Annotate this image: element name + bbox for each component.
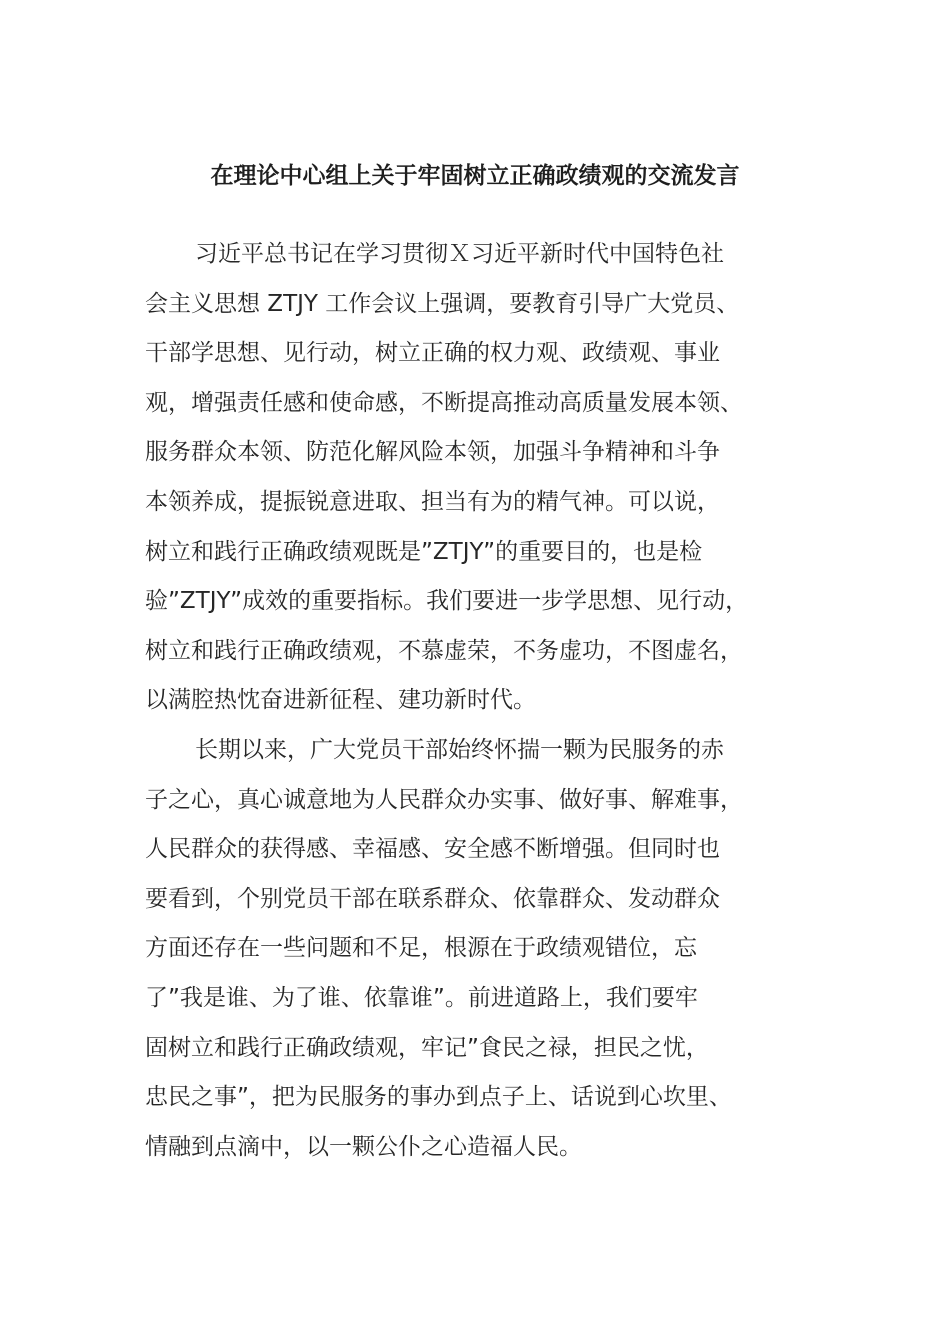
paragraph-line: 了”我是谁、为了谁、依靠谁”。前进道路上，我们要牢	[145, 984, 698, 1011]
paragraph-line: 方面还存在一些问题和不足，根源在于政绩观错位，忘	[145, 935, 697, 962]
paragraph-2	[145, 726, 835, 1172]
paragraph-line: 情融到点滴中，以一颗公仆之心造福人民。	[145, 1133, 582, 1160]
paragraph-line: 服务群众本领、防范化解风险本领，加强斗争精神和斗争	[145, 439, 720, 466]
document-title: 在理论中心组上关于牢固树立正确政绩观的交流发言	[210, 163, 740, 189]
document-body	[145, 230, 835, 1172]
paragraph-line: 忠民之事”，把为民服务的事办到点子上、话说到心坎里、	[145, 1084, 732, 1111]
paragraph-line: 要看到，个别党员干部在联系群众、依靠群众、发动群众	[145, 885, 720, 912]
paragraph-line: 干部学思想、见行动，树立正确的权力观、政绩观、事业	[145, 340, 720, 367]
paragraph-line: 固树立和践行正确政绩观，牢记”食民之禄，担民之忧，	[145, 1034, 709, 1061]
paragraph-line: 观，增强责任感和使命感，不断提高推动高质量发展本领、	[145, 389, 743, 416]
paragraph-line: 树立和践行正确政绩观，不慕虚荣，不务虚功，不图虚名，	[145, 637, 743, 664]
paragraph-line: 子之心，真心诚意地为人民群众办实事、做好事、解难事，	[145, 786, 743, 813]
paragraph-line: 以满腔热忱奋进新征程、建功新时代。	[145, 687, 536, 714]
paragraph-line: 树立和践行正确政绩观既是”ZTJY”的重要目的，也是检	[145, 538, 703, 565]
paragraph-line: 长期以来，广大党员干部始终怀揣一颗为民服务的赤	[195, 736, 724, 763]
paragraph-line: 会主义思想 ZTJY 工作会议上强调，要教育引导广大党员、	[145, 290, 740, 317]
paragraph-1	[145, 230, 835, 726]
paragraph-line: 习近平总书记在学习贯彻Ｘ习近平新时代中国特色社	[195, 241, 724, 267]
paragraph-line: 验”ZTJY”成效的重要指标。我们要进一步学思想、见行动，	[145, 588, 749, 615]
paragraph-line: 人民群众的获得感、幸福感、安全感不断增强。但同时也	[145, 836, 720, 863]
paragraph-line: 本领养成，提振锐意进取、担当有为的精气神。可以说，	[145, 488, 720, 515]
